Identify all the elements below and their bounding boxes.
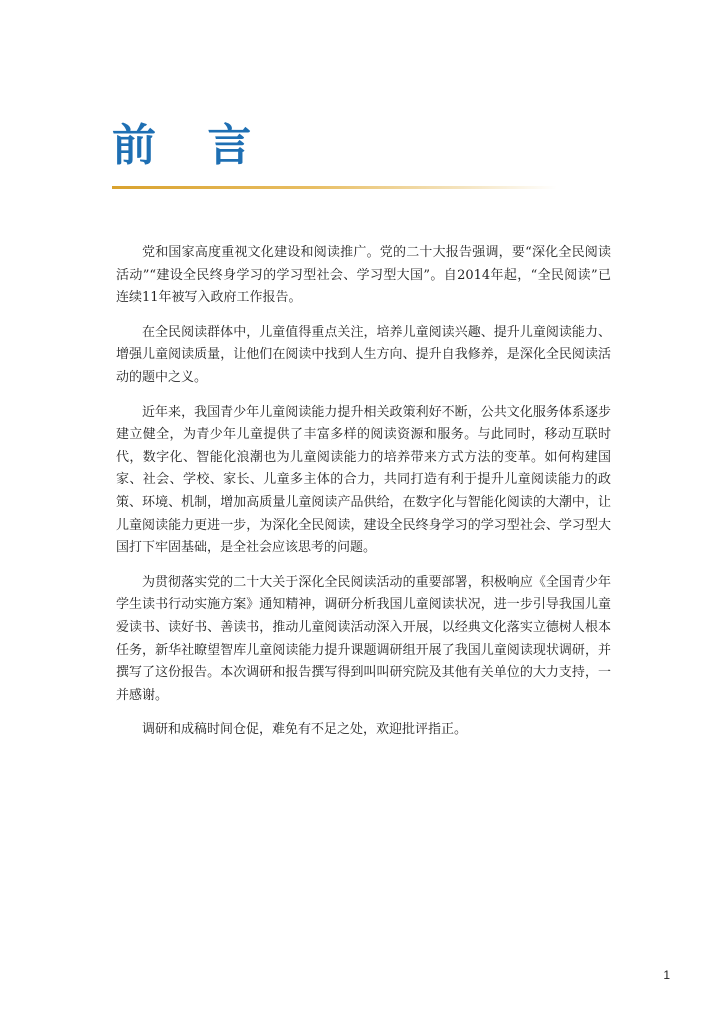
paragraph-3: 近年来，我国青少年儿童阅读能力提升相关政策利好不断，公共文化服务体系逐步建立健全，为青少年儿童提供了丰富多样的阅读资源和服务。与此同时，移动互联时代，数字化、智能化浪潮也为儿童阅读能力的培养带来方式方法的变革。如何构建国家、社会、学校、家长、儿童多主体的合力，共同打造有利于提升儿童阅读能力的政策、环境、机制，增加高质量儿童阅读产品供给，在数字化与智能化阅读的大潮中，让儿童阅读能力更进一步，为深化全民阅读，建设全民终身学习的学习型社会、学习型大国打下牢固基础，是全社会应该思考的问题。 [116, 404, 611, 556]
paragraph-5: 调研和成稿时间仓促，难免有不足之处，欢迎批评指正。 [142, 722, 468, 738]
title-underline-divider [112, 186, 557, 189]
paragraph-2: 在全民阅读群体中，儿童值得重点关注，培养儿童阅读兴趣、提升儿童阅读能力、增强儿童阅读质量，让他们在阅读中找到人生方向、提升自我修养，是深化全民阅读活动的题中之义。 [116, 324, 611, 385]
page-title: 前 言 [112, 120, 270, 171]
paragraph-1: 党和国家高度重视文化建设和阅读推广。党的二十大报告强调，要“深化全民阅读活动”“建设全民终身学习的学习型社会、学习型大国”。自2014年起，“全民阅读”已连续11年被写入政府工作报告。 [116, 245, 611, 306]
preface-body [116, 242, 611, 754]
page-number: 1 [663, 968, 670, 982]
paragraph-4: 为贯彻落实党的二十大关于深化全民阅读活动的重要部署，积极响应《全国青少年学生读书行动实施方案》通知精神，调研分析我国儿童阅读状况，进一步引导我国儿童爱读书、读好书、善读书，推动儿童阅读活动深入开展，以经典文化落实立德树人根本任务，新华社瞭望智库儿童阅读能力提升课题调研组开展了我国儿童阅读现状调研，并撰写了这份报告。本次调研和报告撰写得到叫叫研究院及其他有关单位的大力支持，一并感谢。 [116, 574, 611, 703]
